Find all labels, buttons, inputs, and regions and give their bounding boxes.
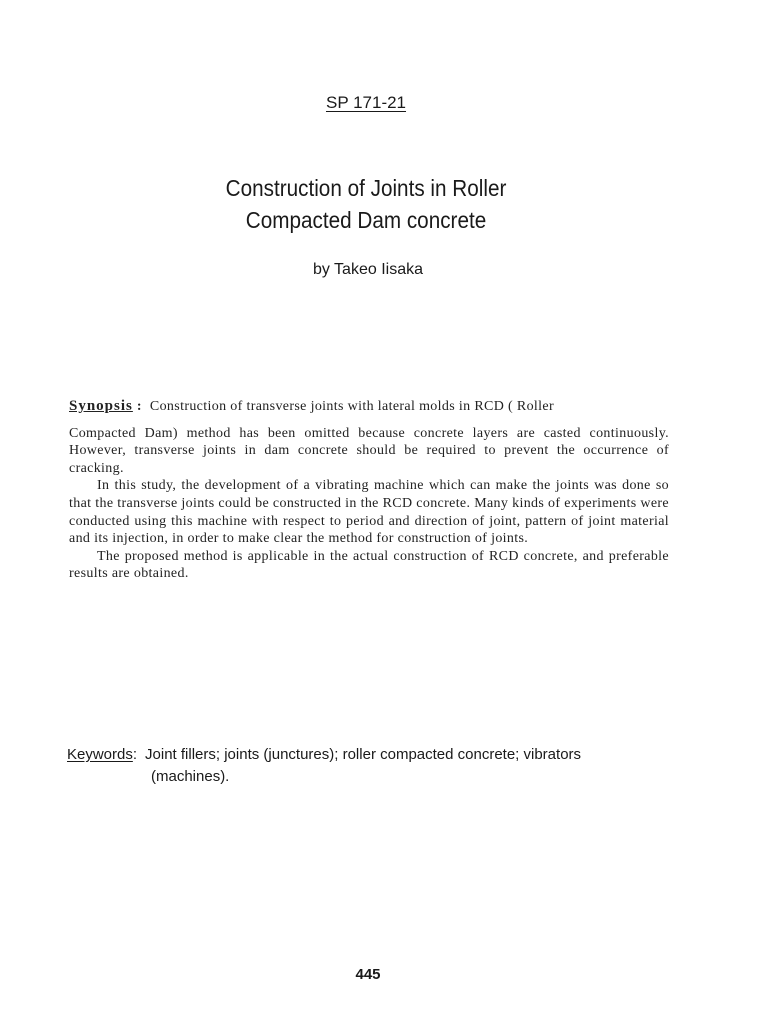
synopsis-first-line-text: Construction of transverse joints with lateral molds in RCD ( Roller — [149, 399, 554, 414]
keywords-label: Keywords — [67, 746, 133, 763]
synopsis-paragraph-2: In this study, the development of a vibrating machine which can make the joints was done so that the transverse joints could be constructed in the RCD concrete. Many kinds of experiments were conducted using this machine with respect to period and direction of joint, pattern of joint material and its injection, in order to make clear the method for construction of joints. — [69, 478, 669, 547]
keywords-section — [67, 744, 679, 788]
keywords-colon: : — [132, 746, 138, 763]
synopsis-colon: : — [136, 399, 142, 414]
author-byline: by Takeo Iisaka — [313, 261, 423, 278]
synopsis-paragraph-3: The proposed method is applicable in the actual construction of RCD concrete, and preferable results are obtained. — [69, 548, 669, 582]
synopsis-paragraph-1: Compacted Dam) method has been omitted because concrete layers are casted continuously. However, transverse joints in dam concrete should be required to prevent the occurrence of cracking. — [69, 425, 669, 476]
synopsis-section — [69, 398, 669, 583]
keywords-row — [67, 744, 679, 766]
document-id: SP 171-21 — [325, 93, 407, 112]
paper-title-line-2: Compacted Dam concrete — [245, 207, 487, 233]
keywords-continuation: (machines). — [151, 768, 230, 785]
synopsis-label: Synopsis — [69, 398, 133, 414]
keywords-text: Joint fillers; joints (junctures); roller compacted concrete; vibrators — [145, 746, 582, 763]
paper-title-line-1: Construction of Joints in Roller — [225, 175, 507, 201]
synopsis-first-line — [69, 398, 669, 416]
paper-title — [37, 172, 696, 236]
page-number: 445 — [355, 966, 381, 983]
